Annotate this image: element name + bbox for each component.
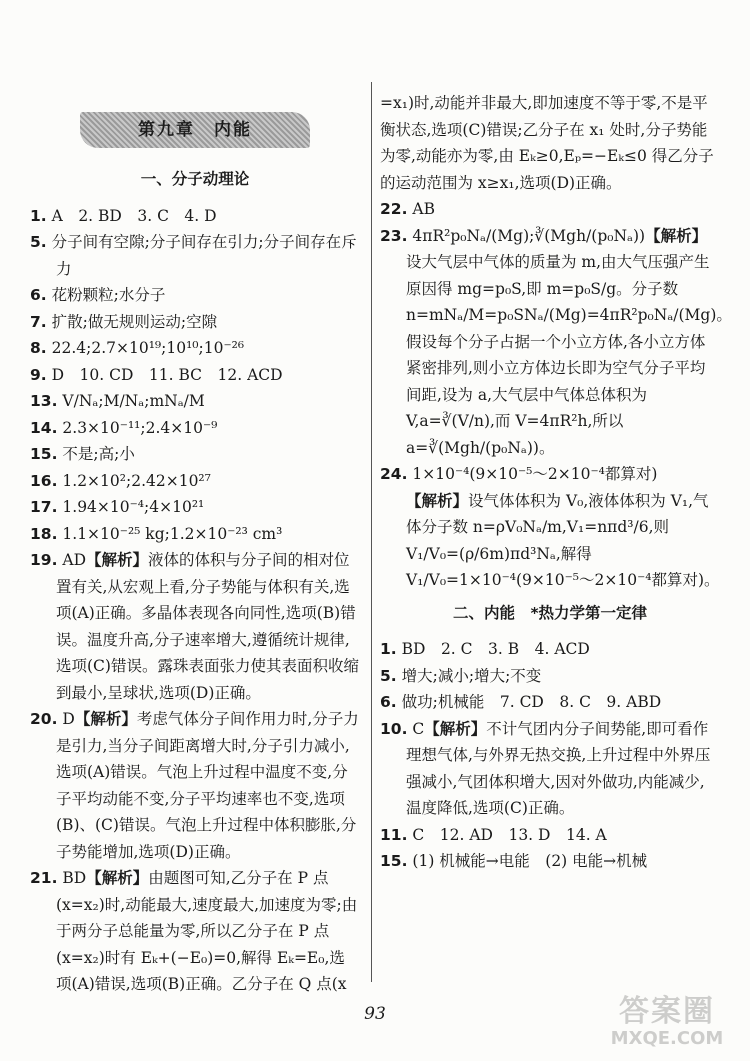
answer-item: 14. 2.3×10⁻¹¹;2.4×10⁻⁹ [30, 418, 218, 437]
answer-item: 20. D【解析】考虑气体分子间作用力时,分子力是引力,当分子间距离增大时,分子引力减小,选项(A)错误。气泡上升过程中温度不变,分子平均动能不变,分子平均速率也不变,选项(B)、(C)错误。气泡上升过程中体积膨胀,分子势能增加,选项(D)正确。 [30, 709, 359, 861]
answer-item: 7. 扩散;做无规则运动;空隙 [30, 312, 218, 331]
answer-item: 1. BD 2. C 3. B 4. ACD [380, 640, 590, 658]
answer-item: 1. A 2. BD 3. C 4. D [30, 206, 217, 225]
answer-item: 22. AB [380, 200, 435, 218]
answer-item: 19. AD【解析】液体的体积与分子间的相对位置有关,从宏观上看,分子势能与体积有关,选项(A)正确。多晶体表现各向同性,选项(B)错误。温度升高,分子速率增大,遵循统计规律,选项(C)错误。露珠表面张力使其表面积收缩到最小,呈球状,选项(D)正确。 [30, 550, 359, 702]
answer-item: 23. 4πR²p₀Nₐ/(Mg);∛(Mgh/(p₀Nₐ))【解析】设大气层中气体的质量为 m,由大气压强产生原因得 mg=p₀S,即 m=p₀S/g。分子数 n=mNₐ/M=p₀SNₐ/(Mg)=4πR²p₀Nₐ/(Mg)。假设每个分子占据一个小立方体,各小立方体紧密排列,则小立方体边长即为空气分子平均间距,设为 a,大气层中气体总体积为 V,a=∛(V/n),而 V=4πR²h,所以 a=∛(Mgh/(p₀Nₐ))。 [380, 225, 732, 457]
answer-item: 11. C 12. AD 13. D 14. A [380, 825, 607, 844]
chapter-title: 第九章 内能 [80, 112, 310, 148]
page-number: 93 [364, 1004, 386, 1024]
answer-item: 15. (1) 机械能→电能 (2) 电能→机械 [380, 852, 648, 870]
answer-item: 15. 不是;高;小 [30, 445, 135, 463]
answer-item: 9. D 10. CD 11. BC 12. ACD [30, 365, 283, 384]
answer-item: 5. 增大;减小;增大;不变 [380, 666, 542, 685]
answer-item: 13. V/Nₐ;M/Nₐ;mNₐ/M [30, 392, 205, 410]
answer-item: 17. 1.94×10⁻⁴;4×10²¹ [30, 498, 205, 516]
section-title-1: 一、分子动理论 [140, 170, 250, 188]
continued-text: =x₁)时,动能并非最大,即加速度不等于零,不是平衡状态,选项(C)错误;乙分子在 x₁ 处时,分子势能为零,动能亦为零,由 Eₖ≥0,Eₚ=−Eₖ≤0 得乙分子的运动范围为 x≥x₁,选项(D)正确。 [380, 94, 714, 192]
watermark-logo: 答案圈 MXQE.COM [610, 994, 724, 1049]
answer-item: 18. 1.1×10⁻²⁵ kg;1.2×10⁻²³ cm³ [30, 524, 283, 543]
answer-item: 6. 做功;机械能 7. CD 8. C 9. ABD [380, 693, 662, 711]
answer-item: 6. 花粉颗粒;水分子 [30, 286, 166, 304]
section-title-2: 二、内能 *热力学第一定律 [452, 603, 648, 622]
answer-item: 24. 1×10⁻⁴(9×10⁻⁵～2×10⁻⁴都算对) 【解析】设气体体积为 V₀,液体体积为 V₁,气体分子数 n=ρV₀Nₐ/m,V₁=nπd³/6,则 V₁/V₀=(ρ/6m)πd³Nₐ,解得 V₁/V₀=1×10⁻⁴(9×10⁻⁵～2×10⁻⁴都算对)。 [380, 465, 720, 589]
column-divider [371, 82, 372, 982]
left-column [30, 90, 360, 998]
answer-item: 21. BD【解析】由题图可知,乙分子在 P 点(x=x₂)时,动能最大,速度最大,加速度为零;由于两分子总能量为零,所以乙分子在 P 点(x=x₂)时有 Eₖ+(−E₀)=0,解得 Eₖ=E₀,选项(A)错误,选项(B)正确。乙分子在 Q 点(x [30, 868, 358, 993]
answer-item: 10. C【解析】不计气团内分子间势能,即可看作理想气体,与外界无热交换,上升过程中外界压强减小,气团体积增大,因对外做功,内能减少,温度降低,选项(C)正确。 [380, 718, 711, 817]
right-column [380, 90, 732, 875]
answer-item: 8. 22.4;2.7×10¹⁹;10¹⁰;10⁻²⁶ [30, 339, 245, 357]
answer-item: 16. 1.2×10²;2.42×10²⁷ [30, 471, 211, 490]
answer-item: 5. 分子间有空隙;分子间存在引力;分子间存在斥力 [30, 233, 357, 278]
